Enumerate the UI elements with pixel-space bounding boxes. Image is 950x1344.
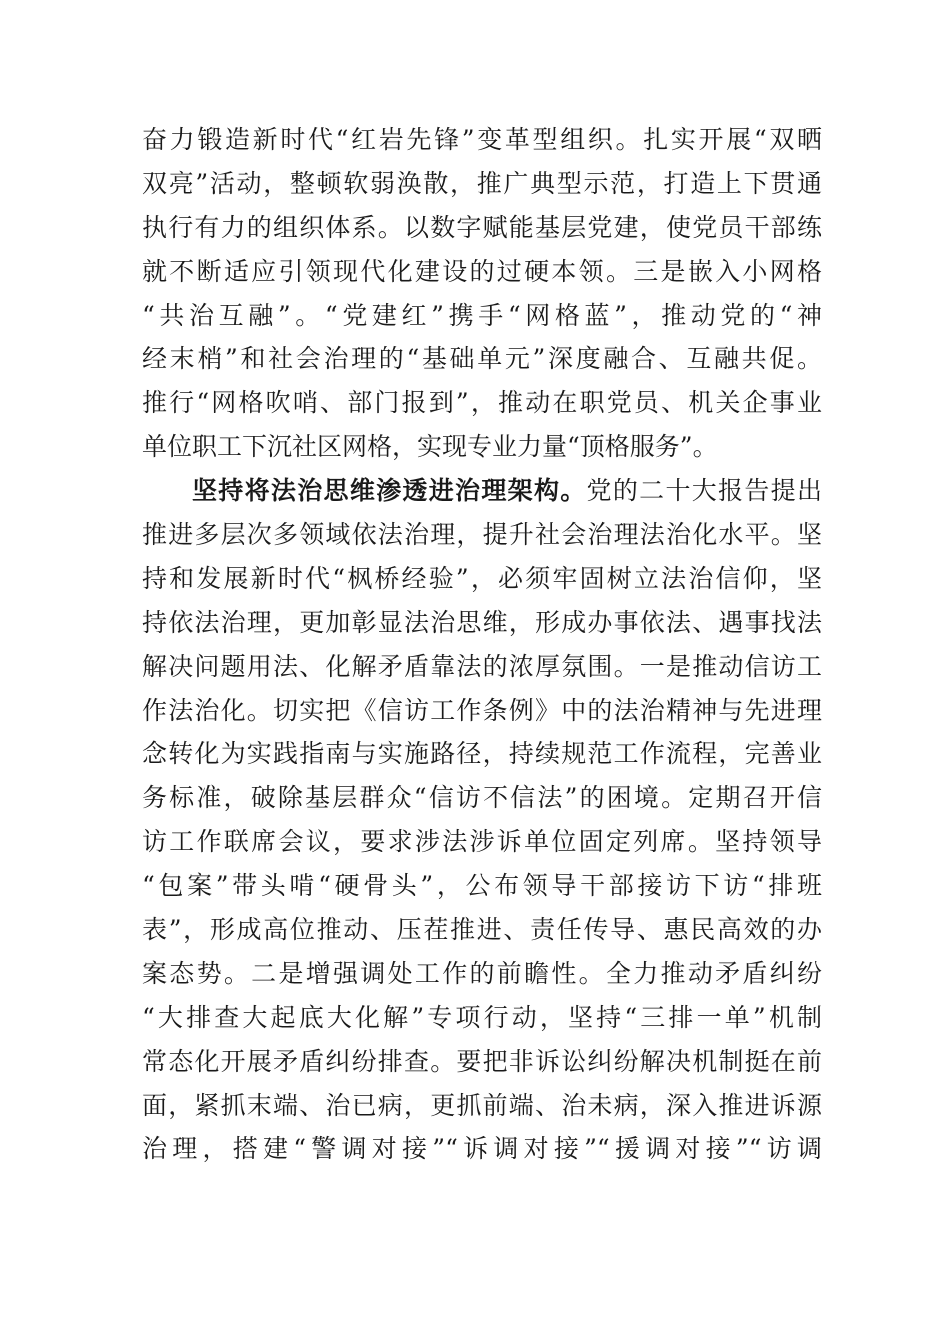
- text-line: 务标准，破除基层群众“信访不信法”的困境。定期召开信: [142, 783, 822, 813]
- paragraph-1: [142, 118, 822, 469]
- text-line: [142, 469, 822, 513]
- text-line: 执行有力的组织体系。以数字赋能基层党建，使党员干部练: [142, 212, 822, 242]
- text-line: 推行“网格吹哨、部门报到”，推动在职党员、机关企事业: [142, 388, 822, 418]
- text-line: 念转化为实践指南与实施路径，持续规范工作流程，完善业: [142, 739, 822, 769]
- text-line: 表”，形成高位推动、压茬推进、责任传导、惠民高效的办: [142, 915, 822, 945]
- text-line: 访工作联席会议，要求涉法涉诉单位固定列席。坚持领导: [142, 827, 822, 857]
- section-heading: 坚持将法治思维渗透进治理架构。: [192, 476, 587, 506]
- text-line: 案态势。二是增强调处工作的前瞻性。全力推动矛盾纠纷: [142, 958, 822, 988]
- text-line: “包案”带头啃“硬骨头”，公布领导干部接访下访“排班: [142, 871, 822, 901]
- text-line: “共治互融”。“党建红”携手“网格蓝”，推动党的“神: [142, 300, 822, 330]
- text-line: “大排查大起底大化解”专项行动，坚持“三排一单”机制: [142, 1002, 822, 1032]
- body-text: [142, 118, 822, 1171]
- text-line: 推进多层次多领域依法治理，提升社会治理法治化水平。坚: [142, 520, 822, 550]
- paragraph-2: [142, 469, 822, 1171]
- heading-line-rest: 党的二十大报告提出: [586, 476, 822, 506]
- text-line: 面，紧抓末端、治已病，更抓前端、治未病，深入推进诉源: [142, 1090, 822, 1120]
- text-line: 持和发展新时代“枫桥经验”，必须牢固树立法治信仰，坚: [142, 563, 822, 593]
- text-line: 就不断适应引领现代化建设的过硬本领。三是嵌入小网格: [142, 256, 822, 286]
- text-line: 单位职工下沉社区网格，实现专业力量“顶格服务”。: [142, 432, 718, 462]
- text-line: 治理，搭建“警调对接”“诉调对接”“援调对接”“访调: [142, 1134, 822, 1164]
- text-line: 持依法治理，更加彰显法治思维，形成办事依法、遇事找法: [142, 607, 822, 637]
- text-line: 常态化开展矛盾纠纷排查。要把非诉讼纠纷解决机制挺在前: [142, 1046, 822, 1076]
- text-line: 奋力锻造新时代“红岩先锋”变革型组织。扎实开展“双晒: [142, 125, 822, 154]
- text-line: 作法治化。切实把《信访工作条例》中的法治精神与先进理: [142, 695, 822, 725]
- text-line: 经末梢”和社会治理的“基础单元”深度融合、互融共促。: [142, 344, 822, 374]
- text-line: 解决问题用法、化解矛盾靠法的浓厚氛围。一是推动信访工: [142, 651, 822, 681]
- text-line: 双亮”活动，整顿软弱涣散，推广典型示范，打造上下贯通: [142, 168, 822, 198]
